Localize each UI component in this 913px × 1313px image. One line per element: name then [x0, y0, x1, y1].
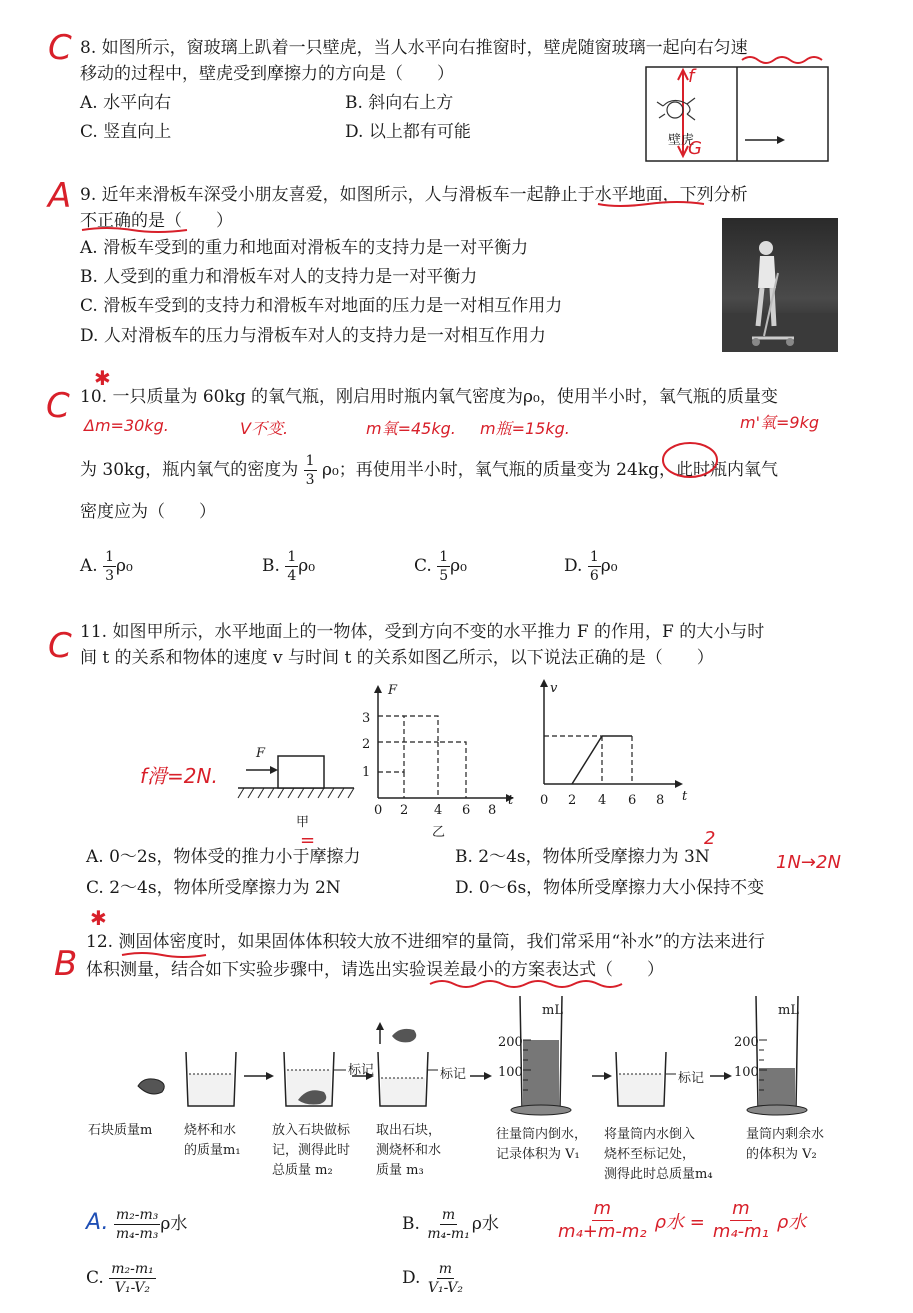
q10-note-mbottle: m瓶=15kg.	[480, 419, 570, 438]
q11-g2-xtick-8: 8	[656, 793, 665, 808]
q10-option-c	[414, 548, 467, 585]
q10-opt-a-num: 1	[105, 549, 115, 565]
q12-step6b: 烧杯至标记处，	[604, 1147, 696, 1162]
q12-step7a: 量筒内剩余水	[746, 1127, 825, 1142]
q12-hw-frac1	[556, 1198, 649, 1243]
q11-stem-line1: 11. 如图甲所示，水平地面上的一物体，受到方向不变的水平推力 F 的作用，F 的大小与时	[80, 622, 765, 642]
q10-opt-b-letter: B.	[262, 556, 280, 576]
q10-note-dm: Δm=30kg.	[84, 416, 169, 435]
q9-scooter-photo	[722, 218, 838, 352]
q10-note-moxy: m氧=45kg.	[366, 419, 456, 438]
q12-opt-c-letter: C.	[86, 1268, 104, 1288]
q10-opt-d-den: 6	[589, 568, 599, 584]
q12-cyl1-ml: mL	[542, 1003, 563, 1018]
q12-opt-b-den: m₄-m₁	[427, 1226, 470, 1242]
q10-opt-d-rho: ρ₀	[600, 556, 618, 576]
q11-vt-graph	[512, 676, 698, 804]
q10-option-a	[80, 548, 133, 585]
q10-note-v: V不变.	[240, 419, 289, 438]
q11-g1-xtick-2: 2	[400, 803, 409, 818]
q11-g1-xtick-8: 8	[488, 803, 497, 818]
q12-option-b	[402, 1206, 499, 1243]
q11-g2-xlabel: t	[682, 789, 688, 804]
q12-opt-a-rho: ρ水	[160, 1214, 188, 1234]
q11-ft-graph	[346, 680, 526, 820]
q12-step5b: 记录体积为 V₁	[496, 1147, 580, 1162]
q10-line2-b: ρ₀；再使用半小时，氧气瓶的质量变为 24kg，此时瓶内氧气	[321, 460, 778, 480]
q11-note-eq: =	[300, 830, 316, 851]
q12-opt-b-num: m	[441, 1207, 456, 1223]
q12-step4a: 取出石块，	[376, 1123, 442, 1138]
q11-g2-xtick-0: 0	[540, 793, 549, 808]
q11-g1-ytick-2: 2	[362, 737, 371, 752]
q11-option-a: A. 0～2s，物体受的推力小于摩擦力	[86, 847, 361, 867]
q10-opt-c-frac	[437, 548, 450, 585]
q10-opt-b-num: 1	[287, 549, 297, 565]
q12-stem-line2: 体积测量，结合如下实验步骤中，请选出实验误差最小的方案表达式（ ）	[86, 960, 664, 980]
q12-hw-num2: m	[732, 1198, 750, 1219]
q12-opt-c-frac	[109, 1260, 156, 1297]
q9-option-c: C. 滑板车受到的支持力和滑板车对地面的压力是一对相互作用力	[80, 296, 563, 316]
q12-handwritten-derivation	[556, 1198, 806, 1243]
q12-opt-b-letter: B.	[402, 1214, 420, 1234]
q12-opt-d-num: m	[438, 1261, 453, 1277]
q12-step2a: 烧杯和水	[184, 1123, 237, 1138]
q12-opt-a-den: m₄-m₃	[115, 1226, 159, 1242]
q12-opt-d-den: V₁-V₂	[427, 1280, 464, 1296]
q11-g1-ytick-3: 3	[362, 711, 371, 726]
q8-option-b: B. 斜向右上方	[345, 93, 454, 113]
q12-option-d	[402, 1260, 465, 1297]
q12-opt-a-num: m₂-m₃	[115, 1207, 159, 1223]
q10-circle-24kg	[660, 440, 720, 480]
q12-opt-c-num: m₂-m₁	[111, 1261, 154, 1277]
q10-opt-a-rho: ρ₀	[116, 556, 133, 576]
q10-line2-a: 为 30kg，瓶内氧气的密度为	[80, 460, 299, 480]
q10-opt-d-frac	[588, 548, 601, 585]
q8-option-a: A. 水平向右	[80, 93, 172, 113]
q10-opt-a-den: 3	[105, 568, 115, 584]
q10-frac-num: 1	[305, 453, 315, 469]
q12-option-c	[86, 1260, 156, 1297]
q12-step4b: 测烧杯和水	[376, 1143, 442, 1158]
q12-experiment-figure	[130, 990, 830, 1120]
answer-mark-q10: C	[46, 386, 70, 426]
q12-hw-den1: m₄+m-m₂	[558, 1221, 647, 1242]
q10-option-b	[262, 548, 315, 585]
q10-opt-d-num: 1	[589, 549, 599, 565]
q11-g2-xtick-6: 6	[628, 793, 637, 808]
q12-step3b: 记，测得此时	[272, 1143, 351, 1158]
q12-cyl2-100: 100	[734, 1065, 759, 1080]
q10-opt-d-letter: D.	[564, 556, 583, 576]
q12-opt-c-den: V₁-V₂	[114, 1280, 151, 1296]
q12-hw-num1: m	[593, 1198, 612, 1219]
q12-opt-d-letter: D.	[402, 1268, 421, 1288]
underline-q9b	[596, 198, 706, 210]
underline-q9a	[80, 225, 190, 235]
q10-option-d	[564, 548, 618, 585]
underline-q12b	[428, 978, 628, 990]
q10-note-moxy2: m'氧=9kg	[740, 413, 819, 432]
underline-q12a	[120, 950, 210, 960]
q12-cyl2-ml: mL	[778, 1003, 799, 1018]
q11-g1-xlabel: t	[508, 793, 514, 808]
q10-opt-c-letter: C.	[414, 556, 432, 576]
q12-hw-mid: ρ水 =	[654, 1211, 705, 1233]
q11-g2-ylabel: v	[550, 681, 558, 696]
q10-stem-line1: 10. 一只质量为 60kg 的氧气瓶，刚启用时瓶内氧气密度为ρ₀，使用半小时，氧气瓶的质量变	[80, 387, 778, 407]
q9-option-d: D. 人对滑板车的压力与滑板车对人的支持力是一对相互作用力	[80, 326, 546, 346]
q11-option-b: B. 2～4s，物体所受摩擦力为 3N	[455, 847, 710, 867]
q11-stem-line2: 间 t 的关系和物体的速度 v 与时间 t 的关系如图乙所示，以下说法正确的是（ ）	[80, 648, 714, 668]
q12-step3c: 总质量 m₂	[272, 1163, 333, 1178]
q11-label-yi: 乙	[432, 825, 446, 840]
q10-opt-b-rho: ρ₀	[298, 556, 316, 576]
q9-stem-line2: 不正确的是（ ）	[80, 211, 233, 231]
q8-stem-line2: 移动的过程中，壁虎受到摩擦力的方向是（ ）	[80, 64, 454, 84]
q11-g2-xtick-4: 4	[598, 793, 607, 808]
q12-step6a: 将量筒内水倒入	[604, 1127, 696, 1142]
q10-stem-line3: 密度应为（ ）	[80, 502, 216, 522]
q12-option-a	[86, 1206, 187, 1243]
q11-option-d: D. 0～6s，物体所受摩擦力大小保持不变	[455, 878, 765, 898]
q10-star: ✱	[94, 366, 111, 390]
q11-label-jia: 甲	[296, 815, 310, 830]
q8-note-f: f	[688, 66, 695, 87]
underline-wavy-q8	[740, 54, 840, 66]
q8-gecko-label: 壁虎	[668, 133, 695, 148]
q11-g1-xtick-0: 0	[374, 803, 383, 818]
answer-mark-q9: A	[48, 176, 72, 216]
q12-opt-b-rho: ρ水	[471, 1214, 499, 1234]
q8-option-c: C. 竖直向上	[80, 122, 172, 142]
q12-cyl1-200: 200	[498, 1035, 523, 1050]
q11-g1-ytick-1: 1	[362, 765, 371, 780]
q10-opt-c-num: 1	[439, 549, 449, 565]
answer-mark-q8: C	[48, 28, 72, 68]
q12-mark-label-2: 标记	[440, 1067, 467, 1082]
q10-opt-b-den: 4	[287, 568, 297, 584]
q10-opt-a-letter: A.	[80, 556, 98, 576]
q12-cyl2-200: 200	[734, 1035, 759, 1050]
q12-hw-den2: m₄-m₁	[712, 1221, 769, 1242]
q12-step1: 石块质量m	[88, 1123, 153, 1138]
q11-note-change: 1N→2N	[776, 852, 841, 873]
q10-opt-a-frac	[103, 548, 116, 585]
q12-hw-frac2	[711, 1198, 771, 1243]
q12-step5a: 往量筒内倒水，	[496, 1127, 588, 1142]
q8-option-d: D. 以上都有可能	[345, 122, 471, 142]
q12-step4c: 质量 m₃	[376, 1163, 424, 1178]
q12-step3a: 放入石块做标	[272, 1123, 351, 1138]
q11-note-2: 2	[704, 828, 716, 849]
q9-stem-line1: 9. 近年来滑板车深受小朋友喜爱，如图所示，人与滑板车一起静止于水平地面，下列分析	[80, 185, 748, 205]
q12-opt-a-letter: A.	[86, 1210, 109, 1235]
q10-fraction	[304, 452, 317, 489]
q11-option-c: C. 2～4s，物体所受摩擦力为 2N	[86, 878, 341, 898]
q12-step2b: 的质量m₁	[184, 1143, 241, 1158]
q11-g1-ylabel: F	[388, 683, 398, 698]
q12-step6c: 测得此时总质量m₄	[604, 1167, 713, 1182]
q11-force-label: F	[256, 746, 266, 761]
q11-g1-xtick-4: 4	[434, 803, 443, 818]
q10-opt-b-frac	[285, 548, 298, 585]
q12-opt-d-frac	[426, 1260, 465, 1297]
q11-block-figure	[234, 740, 359, 804]
q12-stem-line1: 12. 测固体密度时，如果固体体积较大放不进细窄的量筒，我们常采用“补水”的方法来进行	[86, 932, 765, 952]
q9-option-a: A. 滑板车受到的重力和地面对滑板车的支持力是一对平衡力	[80, 238, 529, 258]
q12-hw-end: ρ水	[776, 1211, 807, 1233]
q12-opt-a-frac	[114, 1206, 161, 1243]
q8-note-g: G	[688, 138, 702, 159]
answer-mark-q11: C	[48, 626, 72, 666]
q11-g2-xtick-2: 2	[568, 793, 577, 808]
q10-opt-c-den: 5	[439, 568, 449, 584]
q11-note-friction: f滑=2N.	[140, 764, 218, 788]
q10-opt-c-rho: ρ₀	[450, 556, 467, 576]
q9-option-b: B. 人受到的重力和滑板车对人的支持力是一对平衡力	[80, 267, 478, 287]
q12-star: ✱	[90, 906, 107, 930]
answer-mark-q12: B	[54, 944, 78, 984]
q11-g1-xtick-6: 6	[462, 803, 471, 818]
q12-mark-label-3: 标记	[678, 1071, 705, 1086]
q8-stem-line1: 8. 如图所示，窗玻璃上趴着一只壁虎，当人水平向右推窗时，壁虎随窗玻璃一起向右匀速	[80, 38, 748, 58]
q12-mark-label-1: 标记	[348, 1063, 375, 1078]
q10-frac-den: 3	[305, 472, 315, 488]
q12-step7b: 的体积为 V₂	[746, 1147, 817, 1162]
q12-cyl1-100: 100	[498, 1065, 523, 1080]
q12-opt-b-frac	[425, 1206, 472, 1243]
